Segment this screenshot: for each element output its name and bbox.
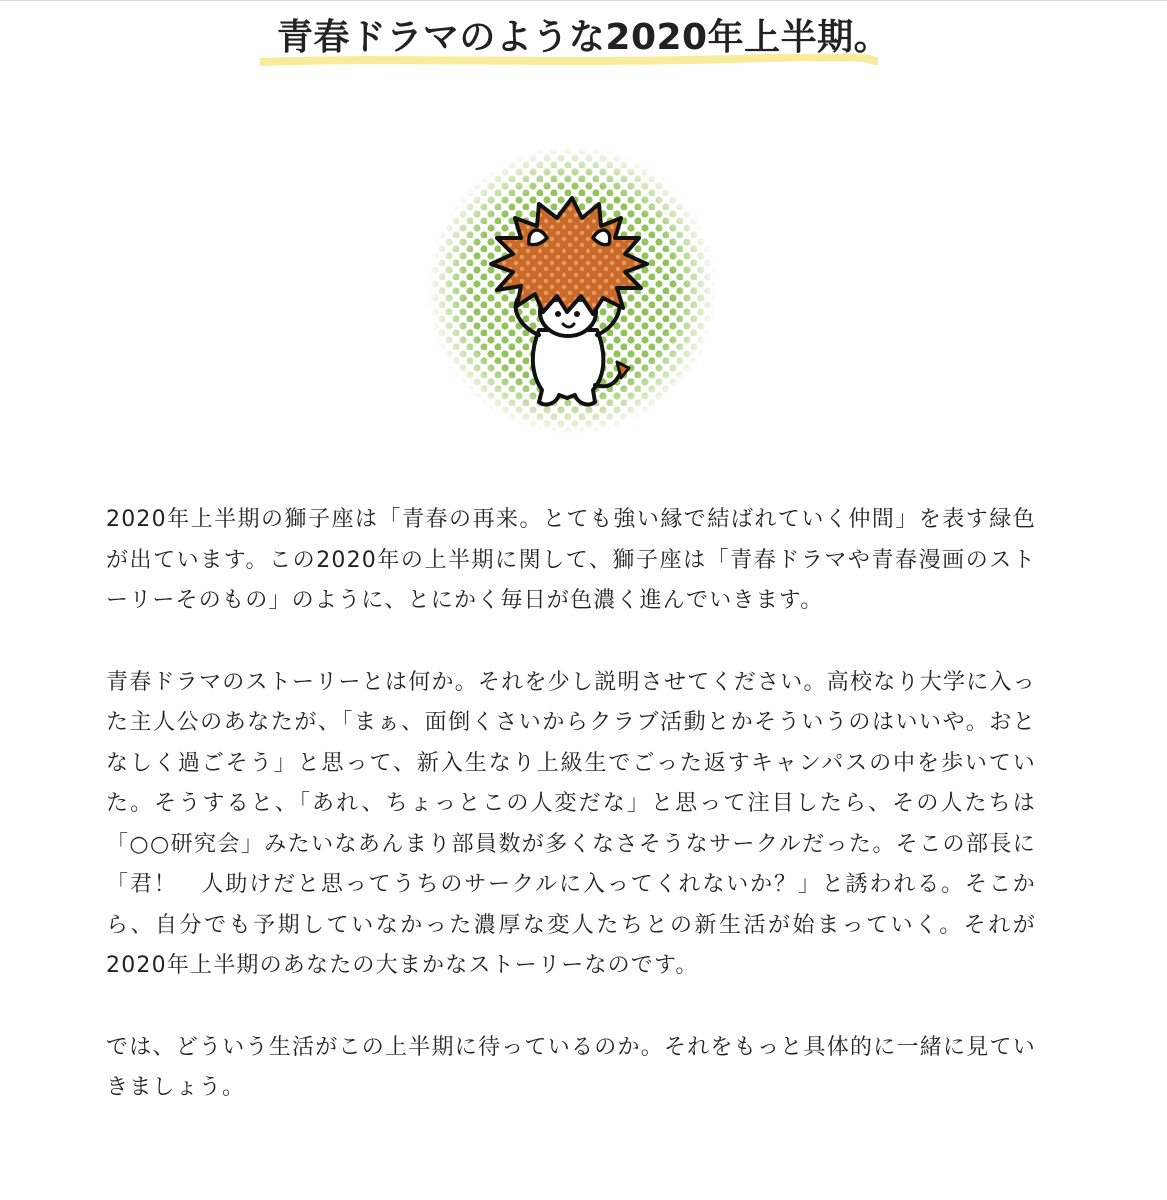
article-body <box>106 500 1036 1150</box>
paragraph-closing: では、どういう生活がこの上半期に待っているのか。それをもっと具体的に一緒に見ていきましょう。 <box>106 1034 1036 1100</box>
paragraph-intro: 2020年上半期の獅子座は「青春の再来。とても強い縁で結ばれていく仲間」を表す緑色が出ています。この2020年の上半期に関して、獅子座は「青春ドラマや青春漫画のストーリーそのもの」のように、とにかく毎日が色濃く進んでいきます。 <box>106 507 1036 613</box>
page-title: 青春ドラマのような2020年上半期。 <box>276 17 891 58</box>
paragraph-story: 青春ドラマのストーリーとは何か。それを少し説明させてください。高校なり大学に入った主人公のあなたが、「まぁ、面倒くさいからクラブ活動とかそういうのはいいや。おとなしく過ごそう」と思って、新入生なり上級生でごった返すキャンパスの中を歩いていた。そうすると、「あれ、ちょっとこの人変だな」と思って注目したら、その人たちは「○○研究会」みたいなあんまり部員数が多くなさそうなサークルだった。そこの部長に「君！ 人助けだと思ってうちのサークルに入ってくれないか？」と誘われる。そこから、自分でも予期していなかった濃厚な変人たちとの新生活が始まっていく。それが2020年上半期のあなたの大まかなストーリーなのです。 <box>106 669 1036 978</box>
leo-lion-character-icon <box>417 140 727 440</box>
top-divider <box>0 0 1167 1</box>
